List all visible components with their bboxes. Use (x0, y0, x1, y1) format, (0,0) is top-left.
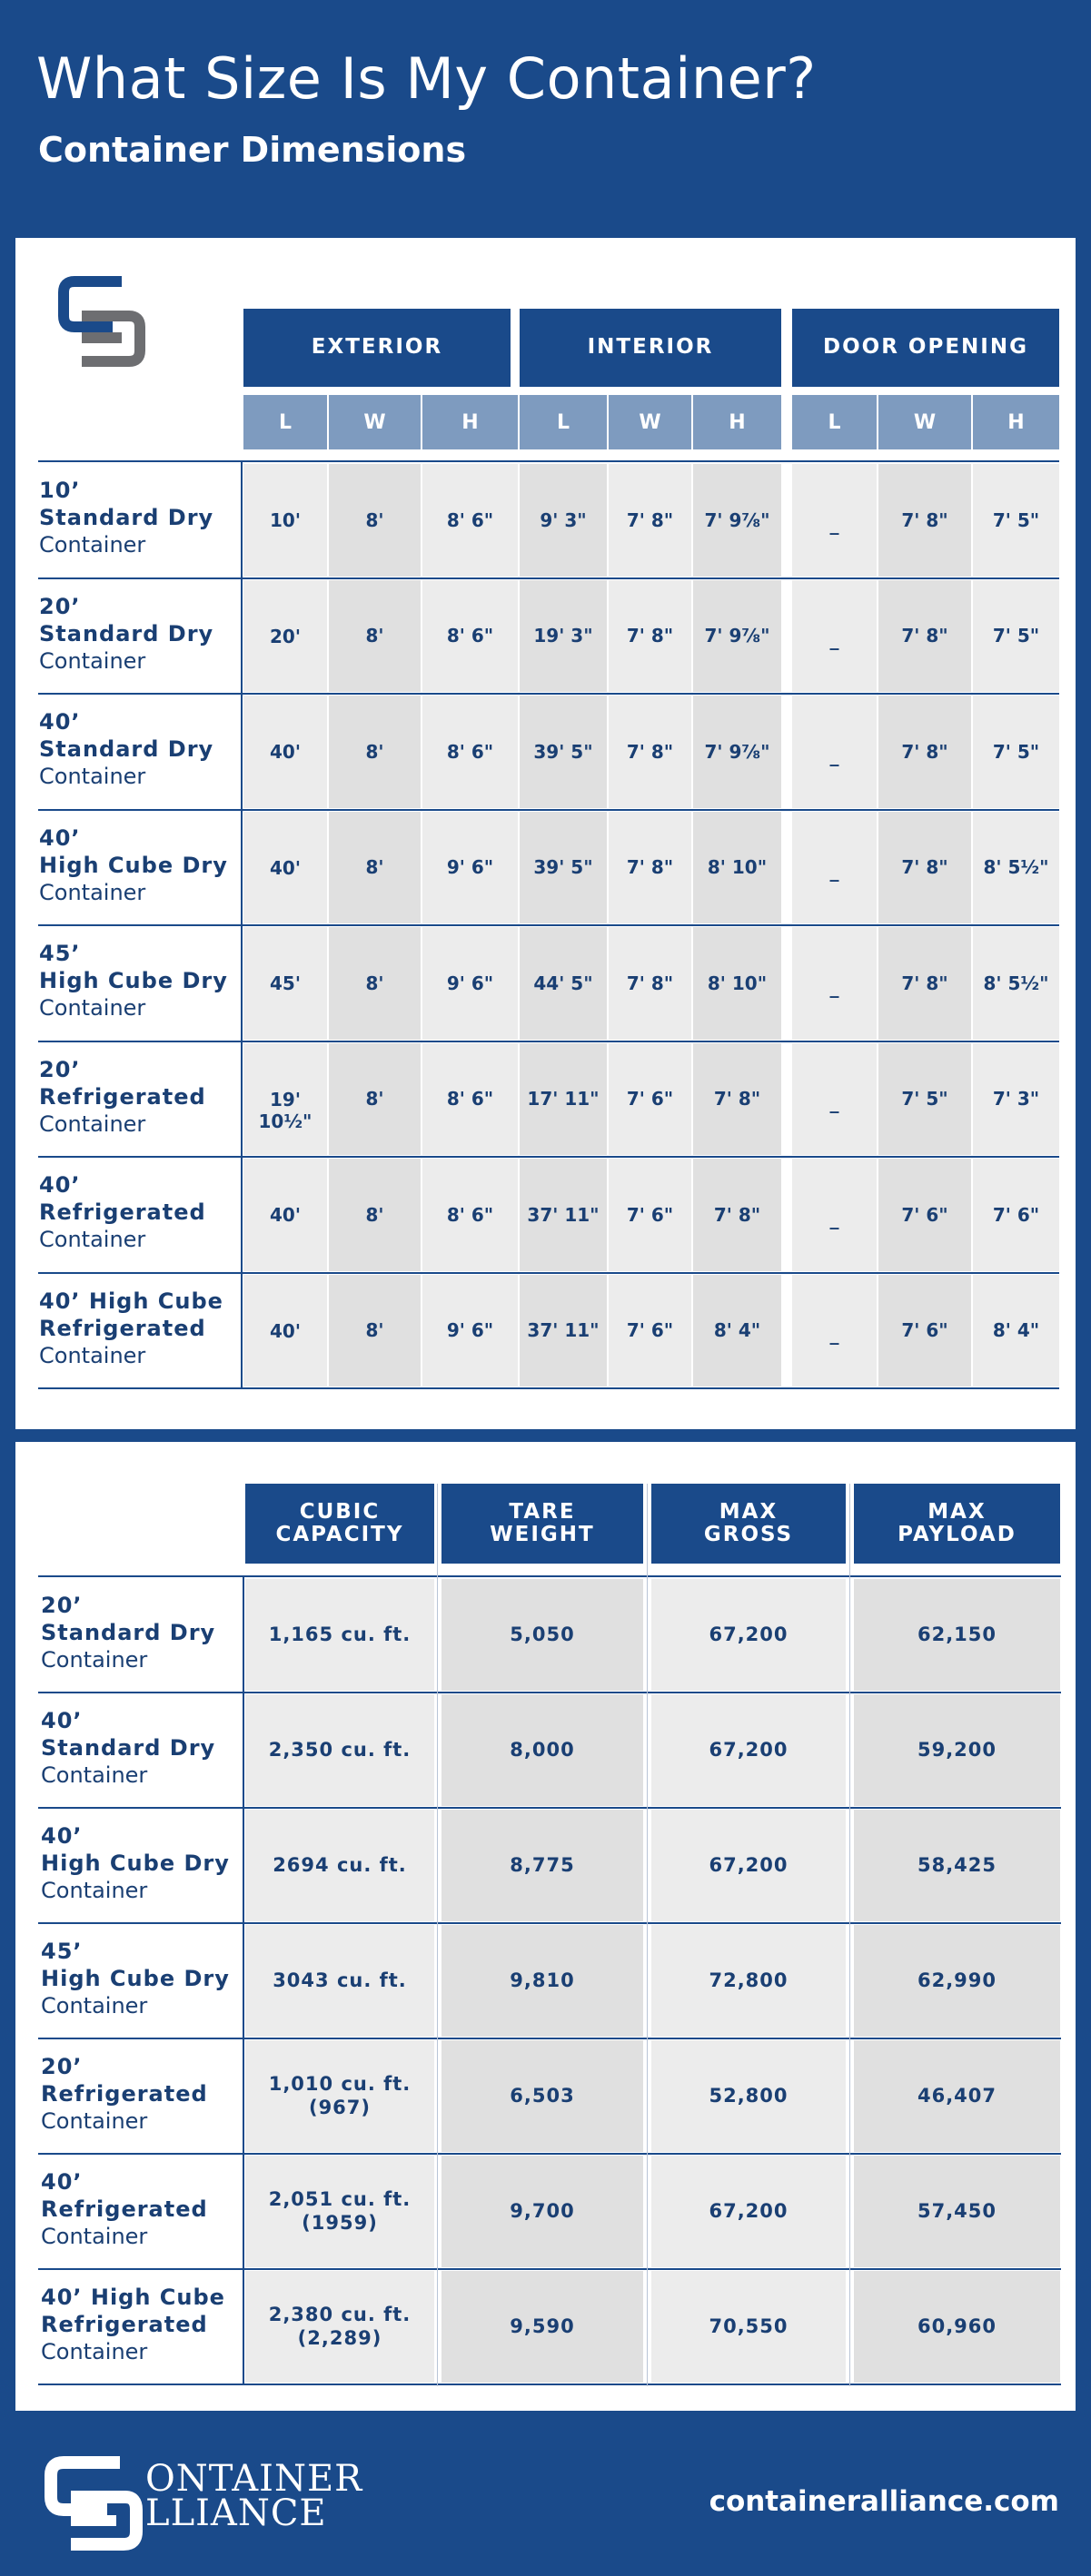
row-label-l1: 40’ (41, 1708, 83, 1733)
row-label-l1: 20’ (41, 1593, 83, 1618)
table-cell: _ (792, 464, 877, 577)
table-cell: 40' (243, 1275, 327, 1387)
table-cell: 8' (329, 1159, 421, 1271)
table-cell: 2,051 cu. ft. (1959) (245, 2156, 434, 2267)
row-label-l3: Container (39, 532, 146, 558)
table-row-divider (38, 1387, 1059, 1389)
table-cell: 7' 8" (878, 927, 971, 1040)
container-alliance-logo-icon (44, 2455, 144, 2551)
row-label (39, 824, 228, 906)
table-cell: 7' 6" (609, 1275, 691, 1387)
table-row-divider (38, 577, 1059, 579)
table-row-divider (38, 693, 1059, 695)
row-label-l1: 40’ (39, 1172, 81, 1198)
column-header: MAX GROSS (651, 1484, 846, 1564)
table-cell: 7' 6" (609, 1043, 691, 1156)
column-divider (647, 1484, 648, 2386)
table-cell: 8' (329, 464, 421, 577)
table-cell: 7' 3" (973, 1043, 1059, 1156)
table-cell: 7' 5" (973, 580, 1059, 693)
row-label-l2: Refrigerated (39, 1083, 206, 1110)
row-label (41, 1592, 215, 1673)
table-cell: 40' (243, 1159, 327, 1271)
column-subheader: W (609, 395, 691, 449)
table-cell: 8' 5½" (973, 812, 1059, 924)
table-cell: 2694 cu. ft. (245, 1810, 434, 1921)
table-row-divider (38, 1922, 1061, 1924)
table-cell: _ (792, 580, 877, 693)
table-cell: 7' 8" (609, 927, 691, 1040)
table-cell: 19' 10½" (243, 1043, 327, 1156)
table-row-divider (38, 2268, 1061, 2270)
row-label-l2: Standard Dry (39, 620, 214, 646)
row-label-l3: Container (39, 995, 146, 1021)
row-label-l2: Standard Dry (41, 1735, 216, 1761)
table-cell: 57,450 (854, 2156, 1060, 2267)
table-cell: 2,350 cu. ft. (245, 1694, 434, 1806)
table-cell: 9,810 (441, 1925, 643, 2037)
table-cell: 7' 6" (878, 1275, 971, 1387)
table-row-divider (38, 2038, 1061, 2039)
row-label-l3: Container (41, 1762, 148, 1788)
table-row-divider (38, 1041, 1059, 1042)
table-cell: 8' 4" (693, 1275, 781, 1387)
table-cell: 39' 5" (520, 696, 607, 808)
column-divider (437, 1484, 438, 2386)
column-subheader: L (243, 395, 327, 449)
table-cell: 3043 cu. ft. (245, 1925, 434, 2037)
table-cell: 7' 8" (878, 464, 971, 577)
column-divider (849, 1484, 850, 2386)
row-label (41, 2284, 225, 2365)
table-cell: 8' 5½" (973, 927, 1059, 1040)
row-label (39, 477, 213, 558)
table-cell: 67,200 (651, 2156, 846, 2267)
table-cell: 37' 11" (520, 1159, 607, 1271)
table-cell: 58,425 (854, 1810, 1060, 1921)
table-cell: 7' 8" (693, 1043, 781, 1156)
table-cell: 7' 8" (609, 812, 691, 924)
table-cell: 39' 5" (520, 812, 607, 924)
table-cell: 7' 9⅞" (693, 580, 781, 693)
row-label-l3: Container (41, 2339, 148, 2364)
row-label-l1: 40’ High Cube (39, 1288, 223, 1314)
row-label-l1: 20’ (41, 2054, 83, 2079)
column-subheader: L (520, 395, 607, 449)
table-cell: 7' 9⅞" (693, 696, 781, 808)
table-cell: 8' 4" (973, 1275, 1059, 1387)
page-title: What Size Is My Container? (36, 45, 817, 112)
row-label-l1: 40’ (39, 824, 81, 851)
row-label-l3: Container (41, 2224, 148, 2249)
row-label-l2: High Cube Dry (41, 1851, 230, 1876)
row-label (41, 1822, 230, 1904)
table-cell: 8' 6" (422, 464, 518, 577)
row-label-l1: 45’ (41, 1939, 83, 1964)
table-cell: 9,590 (441, 2271, 643, 2383)
row-label (39, 940, 228, 1022)
table-cell: 7' 6" (609, 1159, 691, 1271)
column-group-header: DOOR OPENING (792, 309, 1059, 387)
row-label-l2: High Cube Dry (41, 1966, 230, 1991)
table-row-divider (38, 2384, 1061, 2385)
table-cell: 60,960 (854, 2271, 1060, 2383)
row-label (39, 1171, 206, 1253)
table-cell: _ (792, 1043, 877, 1156)
table-cell: 8' 10" (693, 927, 781, 1040)
table-row-divider (38, 1156, 1059, 1158)
label-column-divider (241, 460, 243, 1388)
row-label-l2: Standard Dry (39, 736, 214, 762)
row-label (41, 1938, 230, 2019)
table-cell: 72,800 (651, 1925, 846, 2037)
table-cell: 9' 6" (422, 812, 518, 924)
page-header (0, 0, 1091, 222)
table-cell: 1,165 cu. ft. (245, 1579, 434, 1691)
table-cell: _ (792, 1159, 877, 1271)
table-cell: 7' 8" (609, 580, 691, 693)
table-cell: 8' (329, 1275, 421, 1387)
row-label-l2: High Cube Dry (39, 968, 228, 993)
row-label-l1: 20’ (39, 1056, 81, 1082)
row-label-l1: 20’ (39, 593, 81, 619)
table-cell: 59,200 (854, 1694, 1060, 1806)
table-cell: _ (792, 812, 877, 924)
column-subheader: W (329, 395, 421, 449)
column-subheader: L (792, 395, 877, 449)
table-cell: 7' 8" (878, 812, 971, 924)
table-cell: 8' 6" (422, 696, 518, 808)
row-label (39, 708, 213, 790)
table-cell: 40' (243, 812, 327, 924)
table-row-divider (38, 1807, 1061, 1809)
row-label (39, 593, 213, 675)
table-cell: 7' 8" (693, 1159, 781, 1271)
row-label-l3: Container (41, 1993, 148, 2018)
row-label-l3: Container (39, 1110, 146, 1137)
table-cell: 8' (329, 580, 421, 693)
page-footer (0, 2426, 1091, 2576)
row-label-l2: Refrigerated (41, 2312, 208, 2337)
column-subheader: H (693, 395, 781, 449)
table-cell: 2,380 cu. ft. (2,289) (245, 2271, 434, 2383)
table-cell: 7' 6" (878, 1159, 971, 1271)
row-label-l3: Container (39, 1342, 146, 1368)
column-header: MAX PAYLOAD (854, 1484, 1060, 1564)
table-row-divider (38, 924, 1059, 926)
table-cell: 1,010 cu. ft. (967) (245, 2040, 434, 2152)
container-alliance-logo-icon (58, 276, 145, 367)
row-label-l3: Container (41, 1878, 148, 1903)
table-row-divider (38, 1575, 1061, 1577)
table-cell: 9' 6" (422, 927, 518, 1040)
table-cell: 8' 6" (422, 580, 518, 693)
row-label-l1: 40’ High Cube (41, 2285, 225, 2310)
table-cell: 70,550 (651, 2271, 846, 2383)
table-cell: 67,200 (651, 1694, 846, 1806)
table-cell: 7' 5" (973, 464, 1059, 577)
row-label-l1: 40’ (41, 1823, 83, 1849)
table-cell: 9' 3" (520, 464, 607, 577)
table-cell: 37' 11" (520, 1275, 607, 1387)
table-cell: 46,407 (854, 2040, 1060, 2152)
row-label-l2: Standard Dry (39, 505, 214, 530)
table-cell: 8' 6" (422, 1159, 518, 1271)
table-cell: 7' 6" (973, 1159, 1059, 1271)
table-cell: 8' (329, 927, 421, 1040)
row-label-l2: Refrigerated (39, 1315, 206, 1341)
table-row-divider (38, 809, 1059, 811)
table-cell: 8' (329, 812, 421, 924)
table-cell: 9' 6" (422, 1275, 518, 1387)
row-label-l3: Container (39, 879, 146, 905)
column-subheader: H (422, 395, 518, 449)
table-cell: 45' (243, 927, 327, 1040)
table-cell: 7' 5" (878, 1043, 971, 1156)
table-cell: 5,050 (441, 1579, 643, 1691)
table-cell: 8,000 (441, 1694, 643, 1806)
row-label (41, 2053, 208, 2135)
brand-name-line1: ONTAINER (145, 2458, 363, 2500)
table-cell: _ (792, 1275, 877, 1387)
table-row-divider (38, 460, 1059, 462)
table-cell: _ (792, 696, 877, 808)
brand-name-line2: LLIANCE (145, 2492, 327, 2534)
table-cell: 62,150 (854, 1579, 1060, 1691)
table-cell: 10' (243, 464, 327, 577)
table-cell: 9,700 (441, 2156, 643, 2267)
table-cell: _ (792, 927, 877, 1040)
table-cell: 8' 6" (422, 1043, 518, 1156)
table-cell: 52,800 (651, 2040, 846, 2152)
table-row-divider (38, 1692, 1061, 1693)
column-header: CUBIC CAPACITY (245, 1484, 434, 1564)
row-label (39, 1056, 206, 1138)
row-label-l2: Refrigerated (39, 1199, 206, 1225)
column-group-header: EXTERIOR (243, 309, 511, 387)
page-subtitle: Container Dimensions (38, 130, 467, 170)
table-cell: 19' 3" (520, 580, 607, 693)
website-link[interactable]: containeralliance.com (709, 2485, 1059, 2518)
row-label-l2: Standard Dry (41, 1620, 216, 1645)
row-label-l2: High Cube Dry (39, 852, 228, 878)
row-label-l3: Container (39, 647, 146, 674)
table-cell: 7' 5" (973, 696, 1059, 808)
row-label-l3: Container (39, 1227, 146, 1252)
row-label-l3: Container (39, 764, 146, 789)
table-cell: 8,775 (441, 1810, 643, 1921)
table-cell: 67,200 (651, 1579, 846, 1691)
row-label (39, 1288, 223, 1369)
row-label-l1: 10’ (39, 478, 81, 503)
table-cell: 17' 11" (520, 1043, 607, 1156)
row-label-l1: 45’ (39, 941, 81, 966)
row-label-l2: Refrigerated (41, 2196, 208, 2222)
table-cell: 7' 8" (878, 696, 971, 808)
table-cell: 8' (329, 1043, 421, 1156)
table-cell: 20' (243, 580, 327, 693)
column-group-header: INTERIOR (520, 309, 781, 387)
table-cell: 8' 10" (693, 812, 781, 924)
row-label-l1: 40’ (39, 709, 81, 735)
table-cell: 7' 8" (878, 580, 971, 693)
table-cell: 6,503 (441, 2040, 643, 2152)
row-label-l2: Refrigerated (41, 2081, 208, 2107)
column-subheader: H (973, 395, 1059, 449)
table-cell: 8' (329, 696, 421, 808)
table-row-divider (38, 2153, 1061, 2155)
table-cell: 7' 8" (609, 464, 691, 577)
table-cell: 62,990 (854, 1925, 1060, 2037)
row-label-l3: Container (41, 1647, 148, 1673)
table-cell: 44' 5" (520, 927, 607, 1040)
column-header: TARE WEIGHT (441, 1484, 643, 1564)
table-row-divider (38, 1272, 1059, 1274)
row-label (41, 1707, 215, 1789)
table-cell: 7' 8" (609, 696, 691, 808)
column-subheader: W (878, 395, 971, 449)
row-label-l1: 40’ (41, 2169, 83, 2195)
row-label (41, 2168, 208, 2250)
table-cell: 40' (243, 696, 327, 808)
table-cell: 67,200 (651, 1810, 846, 1921)
row-label-l3: Container (41, 2108, 148, 2134)
label-column-divider (243, 1575, 244, 2384)
table-cell: 7' 9⅞" (693, 464, 781, 577)
